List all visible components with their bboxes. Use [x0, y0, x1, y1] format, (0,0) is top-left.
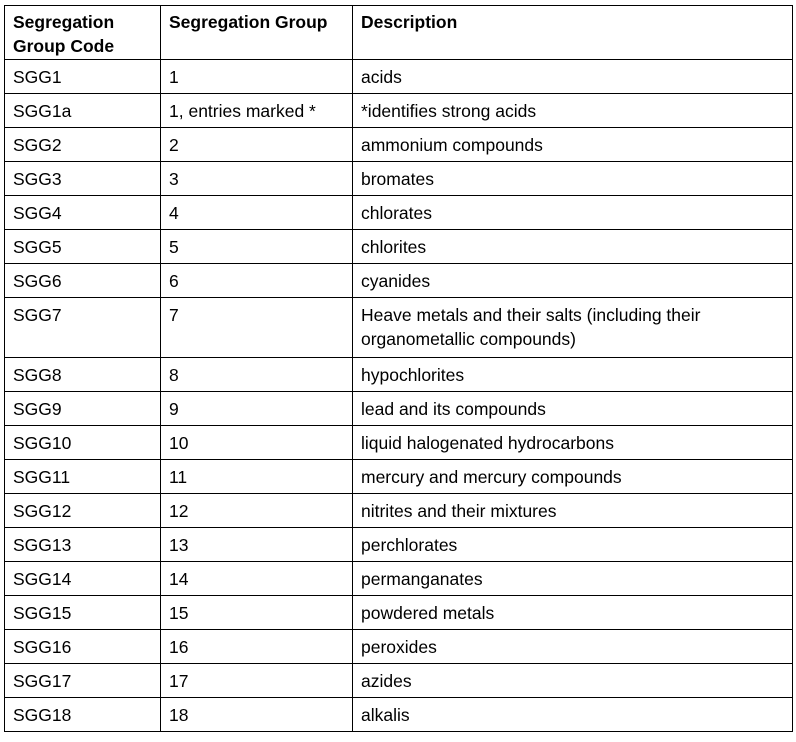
header-segregation-group-code: Segregation Group Code: [5, 6, 161, 60]
cell-description: ammonium compounds: [353, 128, 793, 162]
table-row: [5, 562, 793, 596]
cell-group: 7: [161, 298, 353, 358]
cell-code: SGG18: [5, 698, 161, 732]
cell-code: SGG1: [5, 60, 161, 94]
cell-code: SGG3: [5, 162, 161, 196]
cell-description: liquid halogenated hydrocarbons: [353, 426, 793, 460]
cell-group: 5: [161, 230, 353, 264]
cell-description: perchlorates: [353, 528, 793, 562]
table-row: [5, 60, 793, 94]
cell-group: 17: [161, 664, 353, 698]
cell-description: nitrites and their mixtures: [353, 494, 793, 528]
table-row: [5, 196, 793, 230]
table-row: [5, 358, 793, 392]
cell-code: SGG1a: [5, 94, 161, 128]
cell-group: 16: [161, 630, 353, 664]
table-row: [5, 596, 793, 630]
cell-group: 9: [161, 392, 353, 426]
cell-group: 3: [161, 162, 353, 196]
cell-group: 1, entries marked *: [161, 94, 353, 128]
cell-code: SGG6: [5, 264, 161, 298]
cell-group: 2: [161, 128, 353, 162]
table-row: [5, 264, 793, 298]
cell-group: 10: [161, 426, 353, 460]
header-segregation-group: Segregation Group: [161, 6, 353, 60]
cell-group: 6: [161, 264, 353, 298]
cell-code: SGG12: [5, 494, 161, 528]
cell-code: SGG10: [5, 426, 161, 460]
cell-code: SGG2: [5, 128, 161, 162]
cell-code: SGG16: [5, 630, 161, 664]
cell-group: 15: [161, 596, 353, 630]
cell-description: Heave metals and their salts (including their organometallic compounds): [353, 298, 793, 358]
cell-group: 12: [161, 494, 353, 528]
header-description: Description: [353, 6, 793, 60]
cell-description: powdered metals: [353, 596, 793, 630]
table-row: [5, 426, 793, 460]
table-row: [5, 698, 793, 732]
cell-description: chlorates: [353, 196, 793, 230]
cell-description: mercury and mercury compounds: [353, 460, 793, 494]
table-header-row: [5, 6, 793, 60]
cell-description: bromates: [353, 162, 793, 196]
table-row: [5, 94, 793, 128]
cell-description: acids: [353, 60, 793, 94]
cell-code: SGG11: [5, 460, 161, 494]
table-row: [5, 630, 793, 664]
cell-code: SGG15: [5, 596, 161, 630]
cell-group: 4: [161, 196, 353, 230]
cell-code: SGG9: [5, 392, 161, 426]
cell-code: SGG14: [5, 562, 161, 596]
table-row: [5, 664, 793, 698]
table-row: [5, 460, 793, 494]
cell-code: SGG17: [5, 664, 161, 698]
cell-group: 14: [161, 562, 353, 596]
cell-description: alkalis: [353, 698, 793, 732]
table-row: [5, 162, 793, 196]
cell-description: hypochlorites: [353, 358, 793, 392]
cell-description: chlorites: [353, 230, 793, 264]
table-row: [5, 392, 793, 426]
table-row: [5, 298, 793, 358]
cell-group: 1: [161, 60, 353, 94]
cell-code: SGG4: [5, 196, 161, 230]
segregation-group-table: [4, 5, 793, 732]
table-row: [5, 528, 793, 562]
cell-description: lead and its compounds: [353, 392, 793, 426]
cell-group: 18: [161, 698, 353, 732]
cell-description: peroxides: [353, 630, 793, 664]
cell-code: SGG5: [5, 230, 161, 264]
cell-description: cyanides: [353, 264, 793, 298]
cell-description: permanganates: [353, 562, 793, 596]
cell-group: 13: [161, 528, 353, 562]
table-row: [5, 230, 793, 264]
cell-group: 11: [161, 460, 353, 494]
cell-code: SGG7: [5, 298, 161, 358]
cell-description: azides: [353, 664, 793, 698]
cell-description: *identifies strong acids: [353, 94, 793, 128]
cell-code: SGG8: [5, 358, 161, 392]
cell-code: SGG13: [5, 528, 161, 562]
table-row: [5, 128, 793, 162]
cell-group: 8: [161, 358, 353, 392]
table-row: [5, 494, 793, 528]
